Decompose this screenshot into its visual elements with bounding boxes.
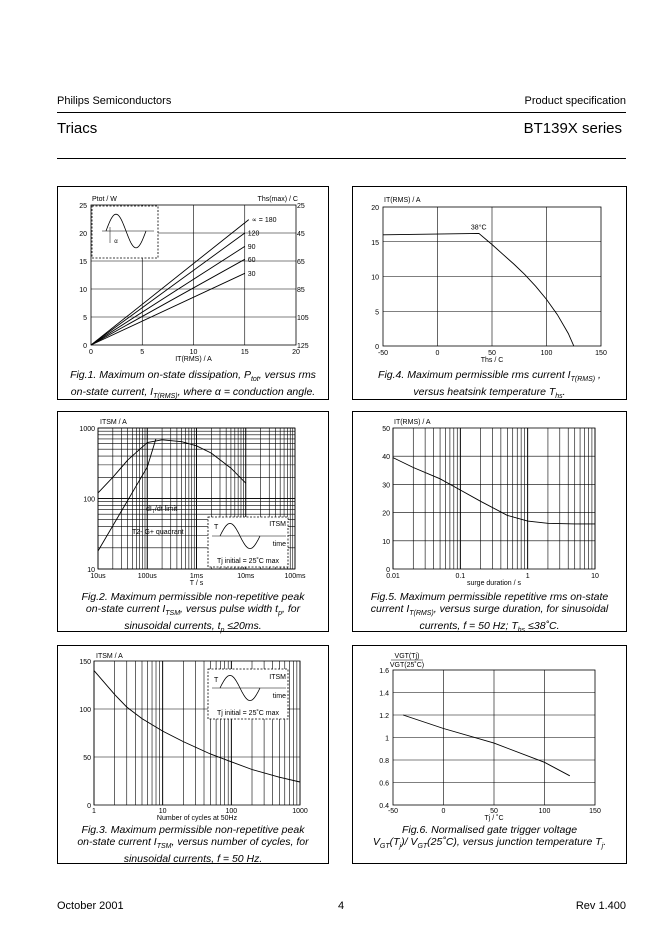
fig2-y-axis-label: ITSM / A [100, 419, 127, 426]
fig6-y-axis-label-bottom: VGT(25˚C) [389, 662, 425, 669]
fig1-y-tick-label: 15 [79, 259, 87, 266]
fig1-x-axis-label: IT(RMS) / A [175, 356, 212, 363]
fig3-x-tick-label: 1000 [292, 808, 308, 815]
fig2-x-tick-label: 10ms [237, 573, 255, 580]
fig5-x-tick-label: 0.1 [455, 573, 466, 580]
fig1-x-tick-label: 5 [140, 349, 145, 356]
fig5-plot-frame [393, 428, 595, 569]
fig5-series-line [393, 458, 595, 524]
fig1-series-label: ∝ = 180 [251, 217, 277, 225]
fig6-y-tick-label: 1 [385, 735, 389, 743]
fig6-y-axis-label-top: VGT(Tj) [394, 653, 420, 660]
fig2-y-tick-label: 100 [83, 496, 95, 504]
fig6-x-axis-label: Tj / ˚C [484, 815, 504, 822]
fig2-x-axis-label: T / s [189, 580, 204, 587]
fig1-series-label: 60 [247, 256, 256, 264]
fig3-inset-time-label: time [272, 693, 286, 700]
fig4-y-tick-label: 0 [375, 344, 379, 351]
figure-3 [57, 645, 329, 864]
fig4-x-tick-label: 0 [435, 350, 440, 357]
fig1-y-axis-label: Ptot / W [92, 196, 117, 203]
fig6-x-tick-label: 150 [589, 808, 601, 815]
fig2-series-line [98, 440, 246, 493]
fig4-x-tick-label: 100 [540, 350, 553, 357]
fig1-y-tick-label: 0 [83, 343, 87, 350]
figure-1 [57, 186, 329, 400]
fig1-inset-frame [92, 206, 158, 258]
fig4-y-tick-label: 10 [371, 274, 379, 282]
fig2-didt-label: $dI_T/dt$ limit [146, 506, 178, 515]
fig3-y-tick-label: 100 [79, 707, 91, 714]
fig1-y2-tick-label: 105 [297, 315, 309, 322]
fig2-inset-t-label: T [214, 524, 219, 531]
fig3-x-tick-label: 1 [92, 808, 96, 815]
fig5-y-tick-label: 40 [382, 454, 390, 462]
fig3-y-tick-label: 0 [87, 803, 91, 810]
company-name: Philips Semiconductors [57, 95, 172, 107]
fig1-series-line [91, 259, 245, 345]
fig1-inset-alpha-label: α [114, 239, 118, 245]
fig1-y2-tick-label: 125 [297, 343, 309, 350]
fig6-y-tick-label: 0.6 [379, 780, 389, 788]
fig6-y-tick-label: 0.8 [379, 758, 389, 765]
figure-4 [352, 186, 627, 400]
fig1-x-tick-label: 0 [89, 349, 93, 356]
fig3-y-tick-label: 50 [83, 755, 91, 762]
fig6-x-tick-label: 0 [441, 808, 446, 815]
fig5-y-tick-label: 0 [386, 567, 390, 574]
fig4-caption: Fig.4. Maximum permissible rms current $I_{T(RMS)}$ , versus heatsink temperature $T_{hs}$. [378, 369, 601, 401]
fig5-x-axis-label: surge duration / s [466, 580, 522, 587]
title-rule [57, 158, 626, 159]
fig1-caption: Fig.1. Maximum on-state dissipation, $P_{tot}$, versus rms on-state current, $I_{T(RMS)}$, where α = conduction angle. [70, 369, 316, 401]
fig1-series-label: 120 [247, 230, 260, 238]
doc-type: Product specification [524, 95, 626, 107]
fig4-series-line [383, 233, 574, 346]
fig4-chart [353, 187, 626, 399]
fig5-y-tick-label: 20 [382, 510, 390, 518]
fig5-x-tick-label: 0.01 [386, 573, 400, 580]
fig1-y-tick-label: 20 [79, 231, 87, 238]
figure-6 [352, 645, 627, 864]
fig5-x-tick-label: 1 [525, 573, 530, 580]
fig2-quadrant-label: T2- G+ quadrant [132, 529, 184, 536]
fig3-x-tick-label: 10 [158, 808, 167, 815]
fig6-x-tick-label: -50 [387, 808, 399, 815]
fig5-y-tick-label: 50 [382, 426, 390, 433]
fig3-x-axis-label: Number of cycles at 50Hz [156, 815, 238, 822]
fig2-y-tick-label: 1000 [79, 426, 95, 433]
fig1-y-tick-label: 10 [79, 287, 87, 294]
fig4-y-tick-label: 20 [371, 205, 379, 212]
product-family: Triacs [57, 120, 98, 137]
fig1-y2-tick-label: 45 [297, 231, 305, 238]
fig1-y-tick-label: 25 [79, 203, 87, 210]
fig1-chart [58, 187, 328, 399]
fig1-x-tick-label: 15 [240, 349, 249, 356]
fig4-x-tick-label: 50 [488, 350, 496, 357]
fig3-inset-t-label: T [214, 677, 219, 684]
fig6-x-tick-label: 100 [538, 808, 551, 815]
fig3-x-tick-label: 100 [225, 808, 238, 815]
fig6-y-tick-label: 1.6 [379, 668, 389, 675]
fig2-x-tick-label: 1ms [189, 573, 204, 580]
fig1-y-tick-label: 5 [83, 315, 87, 322]
fig3-inset-tj-label: Tj initial = 25˚C max [216, 710, 280, 717]
fig5-y-tick-label: 10 [382, 538, 390, 546]
fig3-y-axis-label: ITSM / A [96, 653, 123, 660]
fig2-inset-tj-label: Tj initial = 25˚C max [216, 558, 280, 565]
header-rule [57, 112, 626, 113]
fig6-y-tick-label: 1.4 [379, 690, 389, 698]
fig1-y2-tick-label: 25 [297, 203, 305, 210]
fig2-x-tick-label: 10us [90, 573, 106, 580]
fig1-series-label: 90 [247, 243, 256, 251]
fig6-y-tick-label: 1.2 [379, 713, 389, 720]
fig2-y-tick-label: 10 [87, 567, 95, 574]
fig2-x-tick-label: 100ms [284, 573, 306, 580]
fig4-annotation-38c: 38°C [470, 224, 487, 232]
fig4-x-tick-label: 150 [595, 350, 607, 357]
fig1-y2-tick-label: 65 [297, 259, 305, 266]
fig4-x-axis-label: Ths / C [480, 357, 504, 364]
fig5-caption: Fig.5. Maximum permissible repetitive rms on-state current $I_{T(RMS)}$, versus surge duration, for sinusoidal currents, f = 50 Hz; $T_{hs}$ ≤38˚C. [370, 591, 609, 635]
fig4-x-tick-label: -50 [377, 350, 389, 357]
fig4-y-tick-label: 15 [371, 239, 379, 247]
footer-rev: Rev 1.400 [575, 900, 626, 912]
fig6-x-tick-label: 50 [490, 808, 498, 815]
fig2-inset-time-label: time [272, 541, 286, 548]
fig2-caption: Fig.2. Maximum permissible non-repetitive peak on-state current $I_{TSM}$, versus pulse width $t_p$, for sinusoidal currents, $t_p \le 20ms$. [81, 591, 305, 635]
fig6-y-tick-label: 0.4 [379, 803, 389, 810]
fig1-series-label: 30 [247, 270, 256, 278]
fig1-y2-tick-label: 85 [297, 287, 305, 294]
fig3-y-tick-label: 150 [79, 659, 91, 666]
fig5-y-tick-label: 30 [382, 482, 390, 490]
footer-date: October 2001 [57, 900, 124, 912]
fig3-caption: Fig.3. Maximum permissible non-repetitive peak on-state current $I_{TSM}$, versus number of cycles, for sinusoidal currents, f = 50 Hz. [77, 824, 309, 866]
figure-2 [57, 411, 329, 635]
product-series: BT139X series [523, 120, 622, 137]
fig4-y-axis-label: IT(RMS) / A [384, 197, 421, 204]
figure-5 [352, 411, 627, 635]
footer-page: 4 [338, 900, 345, 912]
fig3-inset-itsm-label: ITSM [269, 674, 286, 681]
fig4-y-tick-label: 5 [375, 309, 379, 317]
fig1-x-tick-label: 20 [292, 349, 300, 356]
fig6-caption: Fig.6. Normalised gate trigger voltage $V_{GT}(T_j)/$ $V_{GT}(25˚C)$, versus junction temperature $T_j$. [372, 824, 607, 851]
fig2-x-tick-label: 100us [137, 573, 157, 580]
fig1-y2-axis-label: Ths(max) / C [257, 196, 298, 203]
fig2-inset-itsm-label: ITSM [269, 521, 286, 528]
fig5-x-tick-label: 10 [591, 573, 599, 580]
fig1-x-tick-label: 10 [189, 349, 198, 356]
fig5-y-axis-label: IT(RMS) / A [394, 419, 431, 426]
